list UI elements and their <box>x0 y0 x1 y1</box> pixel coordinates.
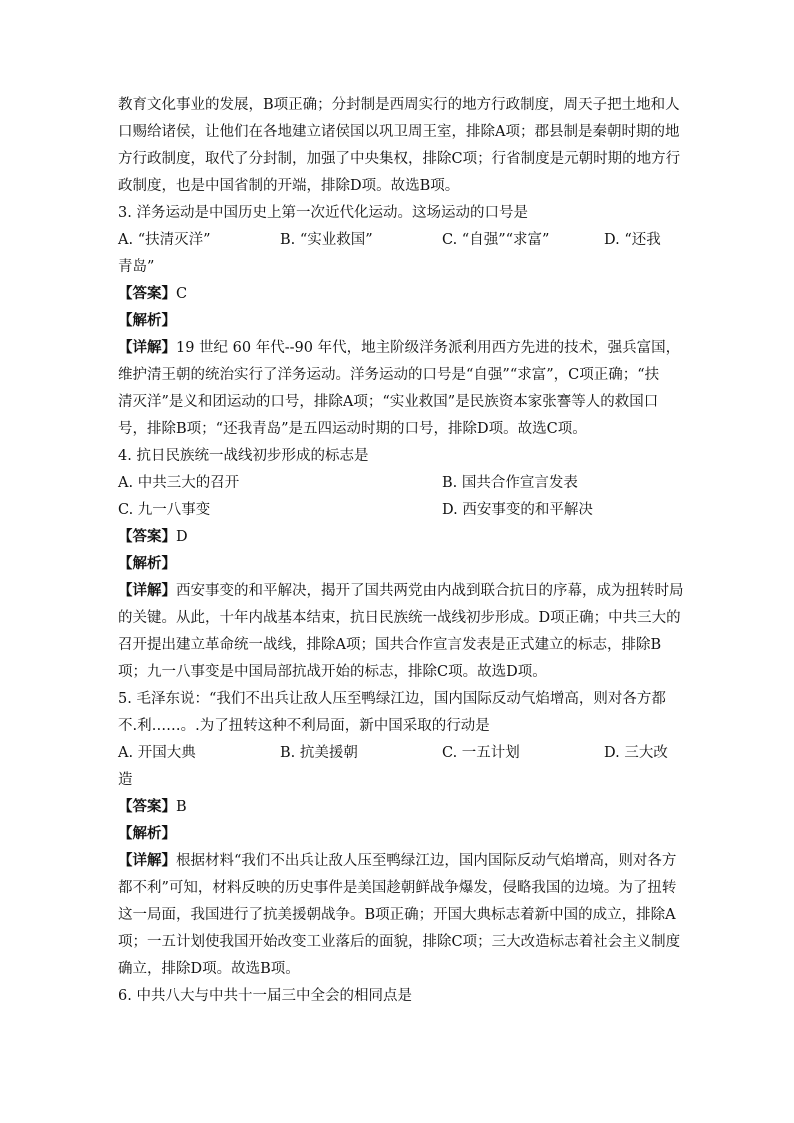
answer-line <box>118 524 674 551</box>
detail-line <box>118 848 677 875</box>
option-c: C. 一五计划 <box>442 745 520 761</box>
analysis-line <box>118 821 674 848</box>
answer-tag: 【答案】 <box>118 529 176 545</box>
option-a: A. “扶清灭洋” <box>118 232 211 248</box>
option-a: A. 开国大典 <box>118 745 196 761</box>
detail-text: 项；九一八事变是中国局部抗战开始的标志，排除C项。故选D项。 <box>118 664 547 680</box>
detail-line <box>118 578 684 605</box>
text-line: 口赐给诸侯，让他们在各地建立诸侯国以巩卫周王室，排除A项；郡县制是秦朝时期的地 <box>118 124 680 140</box>
answer-line <box>118 281 674 308</box>
analysis-tag: 【解析】 <box>118 313 176 329</box>
question-4 <box>118 443 684 686</box>
detail-text: 召开提出建立革命统一战线，排除A项；国共合作宣言发表是正式建立的标志，排除B <box>118 637 662 653</box>
analysis-tag: 【解析】 <box>118 556 176 572</box>
detail-text: 根据材料“我们不出兵让敌人压至鸭绿江边，国内国际反动气焰增高，则对各方 <box>176 853 677 869</box>
text-line: 方行政制度，取代了分封制，加强了中央集权，排除C项；行省制度是元朝时期的地方行 <box>118 151 681 167</box>
answer-tag: 【答案】 <box>118 799 176 815</box>
question-stem: 5. 毛泽东说：“我们不出兵让敌人压至鸭绿江边，国内国际反动气焰增高，则对各方都 <box>118 691 666 707</box>
answer-tag: 【答案】 <box>118 286 176 302</box>
answer-line <box>118 794 674 821</box>
question-stem: 3. 洋务运动是中国历史上第一次近代化运动。这场运动的口号是 <box>118 205 528 221</box>
analysis-line <box>118 551 674 578</box>
option-d-continued: 造 <box>118 772 133 788</box>
detail-text: 项；一五计划使我国开始改变工业落后的面貌，排除C项；三大改造标志着社会主义制度 <box>118 934 681 950</box>
detail-tag: 【详解】 <box>118 583 176 599</box>
detail-text: 维护清王朝的统治实行了洋务运动。洋务运动的口号是“自强”“求富”，C项正确；“扶 <box>118 367 660 383</box>
answer-value: D <box>176 529 188 545</box>
analysis-tag: 【解析】 <box>118 826 176 842</box>
text-line: 政制度，也是中国省制的开端，排除D项。故选B项。 <box>118 178 460 194</box>
detail-text: 西安事变的和平解决，揭开了国共两党由内战到联合抗日的序幕，成为扭转时局 <box>176 583 684 599</box>
detail-tag: 【详解】 <box>118 340 176 356</box>
options-row <box>118 497 674 524</box>
question-stem: 6. 中共八大与中共十一届三中全会的相同点是 <box>118 988 412 1004</box>
option-c: C. 九一八事变 <box>118 502 211 518</box>
detail-text: 清灭洋”是义和团运动的口号，排除A项；“实业救国”是民族资本家张謇等人的救国口 <box>118 394 659 410</box>
question-6 <box>118 983 674 1010</box>
option-d: D. 西安事变的和平解决 <box>442 502 593 518</box>
options-row <box>118 470 674 497</box>
detail-text: 这一局面，我国进行了抗美援朝战争。B项正确；开国大典标志着新中国的成立，排除A <box>118 907 676 923</box>
answer-value: C <box>176 286 188 302</box>
option-d-continued: 青岛” <box>118 259 155 275</box>
continuation-paragraph <box>118 92 681 200</box>
question-5 <box>118 686 681 983</box>
option-d: D. “还我 <box>604 232 661 248</box>
question-stem: 不.利……。.为了扭转这种不利局面，新中国采取的行动是 <box>118 718 490 734</box>
option-b: B. “实业救国” <box>280 232 373 248</box>
document-page <box>118 92 684 1010</box>
option-a: A. 中共三大的召开 <box>118 475 240 491</box>
answer-value: B <box>176 799 187 815</box>
question-stem: 4. 抗日民族统一战线初步形成的标志是 <box>118 448 369 464</box>
option-c: C. “自强”“求富” <box>442 232 550 248</box>
options-row <box>118 227 674 254</box>
detail-text: 的关键。从此，十年内战基本结束，抗日民族统一战线初步形成。D项正确；中共三大的 <box>118 610 681 626</box>
option-d: D. 三大改 <box>604 745 668 761</box>
question-3 <box>118 200 681 443</box>
options-row <box>118 740 674 767</box>
detail-line <box>118 335 681 362</box>
detail-tag: 【详解】 <box>118 853 176 869</box>
text-line: 教育文化事业的发展，B项正确；分封制是西周实行的地方行政制度，周天子把土地和人 <box>118 97 680 113</box>
option-b: B. 国共合作宣言发表 <box>442 475 578 491</box>
detail-text: 号，排除B项；“还我青岛”是五四运动时期的口号，排除D项。故选C项。 <box>118 421 587 437</box>
detail-text: 确立，排除D项。故选B项。 <box>118 961 300 977</box>
analysis-line <box>118 308 674 335</box>
option-b: B. 抗美援朝 <box>280 745 358 761</box>
detail-text: 19 世纪 60 年代--90 年代，地主阶级洋务派利用西方先进的技术，强兵富国， <box>176 340 681 356</box>
detail-text: 都不利”可知，材料反映的历史事件是美国趁朝鲜战争爆发，侵略我国的边境。为了扭转 <box>118 880 677 896</box>
